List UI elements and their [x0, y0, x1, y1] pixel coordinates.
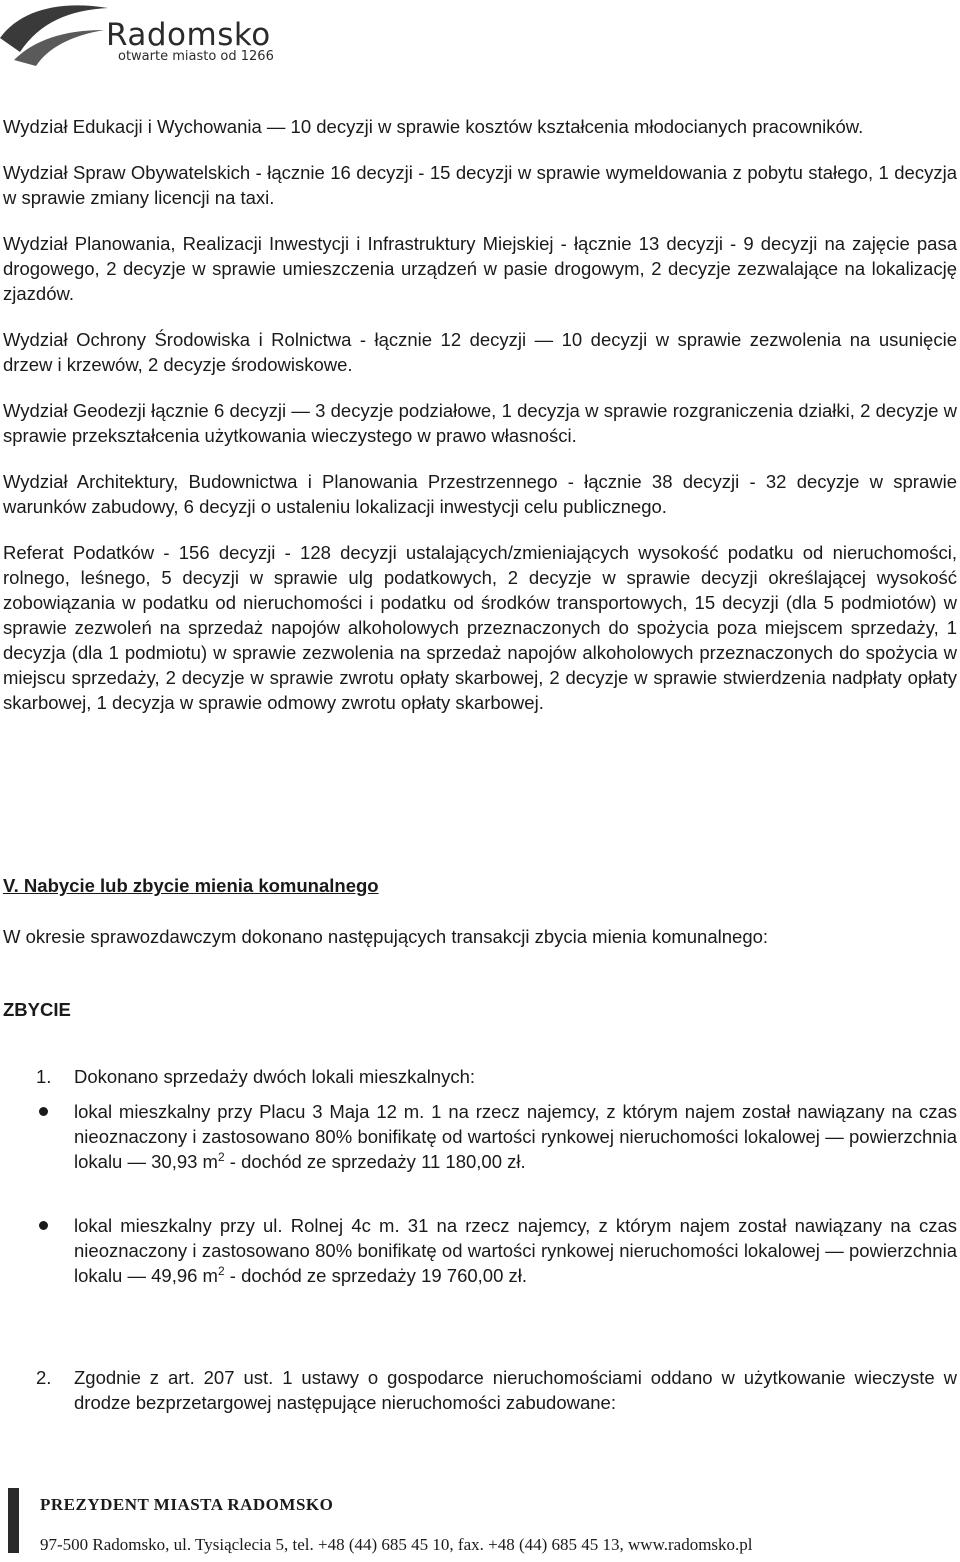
paragraph-ochrona-srodowiska: Wydział Ochrony Środowiska i Rolnictwa - łącznie 12 decyzji — 10 decyzji w sprawie zezwolenia na usunięcie drzew i krzewów, 2 decyzje środowiskowe.	[3, 329, 957, 375]
paragraph-architektura: Wydział Architektury, Budownictwa i Planowania Przestrzennego - łącznie 38 decyzji - 32 decyzje w sprawie warunków zabudowy, 6 decyzji o ustaleniu lokalizacji inwestycji celu publicznego.	[3, 471, 957, 517]
footer-title: PREZYDENT MIASTA RADOMSKO	[40, 1495, 334, 1514]
paragraph-edukacja: Wydział Edukacji i Wychowania — 10 decyzji w sprawie kosztów kształcenia młodocianych pracowników.	[3, 116, 864, 137]
logo-wordmark: Radomsko	[106, 17, 271, 53]
footer-bar	[8, 1488, 19, 1553]
bullet-text: lokal mieszkalny przy ul. Rolnej 4c m. 31 na rzecz najemcy, z którym najem został nawiązany na czas nieoznaczony i zastosowano 80% bonifikatę od wartości rynkowej nieruchomości lokalowej — powierzchnia lokalu — 49,96 $m^2$ - dochód ze sprzedaży 19 760,00 zł.	[74, 1215, 957, 1286]
item-text: Dokonano sprzedaży dwóch lokali mieszkalnych:	[74, 1066, 476, 1087]
header	[0, 0, 300, 70]
bullet-icon	[39, 1107, 48, 1116]
paragraph-planowanie: Wydział Planowania, Realizacji Inwestycji i Infrastruktury Miejskiej - łącznie 13 decyzji - 9 decyzji na zajęcie pasa drogowego, 2 decyzje w sprawie umieszczenia urządzeń w pasie drogowym, 2 decyzje zezwalające na lokalizację zjazdów.	[3, 233, 957, 304]
document-body	[3, 114, 957, 736]
bullet-text: lokal mieszkalny przy Placu 3 Maja 12 m. 1 na rzecz najemcy, z którym najem został nawiązany na czas nieoznaczony i zastosowano 80% bonifikatę od wartości rynkowej nieruchomości lokalowej — powierzchnia lokalu — 30,93 $m^2$ - dochód ze sprzedaży 11 180,00 zł.	[74, 1101, 957, 1172]
bullet-item	[0, 1213, 960, 1315]
item-text: Zgodnie z art. 207 ust. 1 ustawy o gospodarce nieruchomościami oddano w użytkowanie wieczyste w drodze bezprzetargowej następujące nieruchomości zabudowane:	[74, 1367, 957, 1413]
section-intro: W okresie sprawozdawczym dokonano następujących transakcji zbycia mienia komunalnego:	[3, 926, 769, 947]
section-heading: V. Nabycie lub zbycie mienia komunalnego	[3, 875, 379, 896]
paragraph-geodezja: Wydział Geodezji łącznie 6 decyzji — 3 decyzje podziałowe, 1 decyzja w sprawie rozgraniczenia działki, 2 decyzje w sprawie przekształcenia użytkowania wieczystego w prawo własności.	[3, 400, 957, 446]
paragraph-referat-podatkow: Referat Podatków - 156 decyzji - 128 decyzji ustalających/zmieniających wysokość podatku od nieruchomości, rolnego, leśnego, 5 decyzji w sprawie ulg podatkowych, 2 decyzje w sprawie decyzji określającej wysokość zobowiązania w podatku od nieruchomości i podatku od środków transportowych, 15 decyzji (dla 5 podmiotów) w sprawie zezwoleń na sprzedaż napojów alkoholowych przeznaczonych do spożycia poza miejscem sprzedaży, 1 decyzja (dla 1 podmiotu) w sprawie zezwolenia na sprzedaż napojów alkoholowych przeznaczonych do spożycia w miejscu sprzedaży, 2 decyzje w sprawie zwrotu opłaty skarbowej, 2 decyzje w sprawie stwierdzenia nadpłaty opłaty skarbowej, 1 decyzja w sprawie odmowy zwrotu opłaty skarbowej.	[3, 542, 957, 713]
item-number: 2.	[36, 1367, 52, 1388]
logo-tagline: otwarte miasto od 1266	[118, 49, 274, 64]
item-number: 1.	[36, 1066, 52, 1087]
footer-address: 97-500 Radomsko, ul. Tysiąclecia 5, tel. +48 (44) 685 45 10, fax. +48 (44) 685 45 13, www.radomsko.pl	[40, 1535, 753, 1554]
bullet-item	[0, 1099, 960, 1201]
bullet-icon	[39, 1221, 48, 1230]
subheading-zbycie: ZBYCIE	[3, 999, 71, 1020]
paragraph-sprawy-obywatelskie: Wydział Spraw Obywatelskich - łącznie 16 decyzji - 15 decyzji w sprawie wymeldowania z pobytu stałego, 1 decyzja w sprawie zmiany licencji na taxi.	[3, 162, 957, 208]
radomsko-logo-icon	[0, 0, 110, 70]
